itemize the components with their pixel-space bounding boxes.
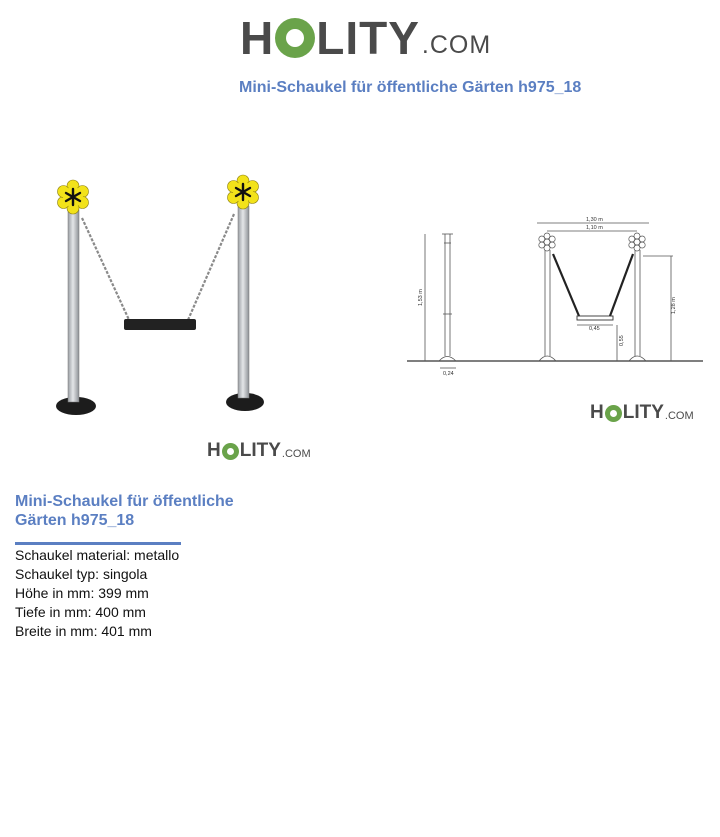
logo-text-lity: LITY (239, 440, 281, 461)
drawing-seat (577, 316, 613, 320)
page-title: Mini-Schaukel für öffentliche Gärten h975_18 (239, 79, 582, 96)
logo-circle-icon (222, 443, 239, 460)
technical-drawing (405, 210, 705, 380)
dim-width-outer: 1,30 m (586, 217, 603, 223)
front-left-base (539, 356, 556, 361)
title-divider (15, 542, 181, 545)
logo-text-lity: LITY (316, 12, 420, 64)
product-photo (50, 170, 280, 420)
dim-width-inner: 1,10 m (586, 225, 603, 231)
logo-text-h: H (207, 440, 221, 461)
drawing-left-flower (539, 233, 555, 251)
logo-text-com: .COM (421, 30, 492, 59)
swing-seat (124, 319, 196, 330)
dim-side-height: 1,28 m (671, 297, 677, 314)
right-pole (238, 206, 249, 398)
left-pole (68, 210, 79, 402)
dim-seat-height: 0,55 (619, 335, 625, 346)
spec-list (15, 546, 179, 641)
spec-material: Schaukel material: metallo (15, 547, 180, 563)
dim-base-depth: 0,24 (443, 371, 454, 377)
right-chain (188, 214, 234, 320)
drawing-right-chain (610, 254, 633, 316)
spec-height: Höhe in mm: 399 mm (15, 585, 149, 601)
logo-text-com: .COM (664, 410, 694, 422)
logo-text-h: H (590, 402, 604, 423)
right-flower (228, 175, 259, 209)
front-right-base (629, 356, 646, 361)
spec-depth: Tiefe in mm: 400 mm (15, 604, 146, 620)
left-flower (58, 180, 89, 214)
logo-text-com: .COM (281, 448, 311, 460)
dim-height-total: 1,53 m (418, 289, 424, 306)
logo-text-h: H (240, 12, 275, 64)
logo-text-lity: LITY (622, 402, 664, 423)
left-chain (82, 218, 130, 322)
logo-circle-icon (275, 18, 315, 58)
photo-watermark-logo (207, 440, 311, 462)
spec-width: Breite in mm: 401 mm (15, 623, 152, 639)
logo-circle-icon (605, 405, 622, 422)
drawing-left-chain (553, 254, 579, 316)
dim-seat-width: 0,45 (589, 326, 600, 332)
spec-type: Schaukel typ: singola (15, 566, 148, 582)
drawing-watermark-logo (590, 402, 694, 424)
drawing-right-flower (629, 233, 645, 251)
brand-logo[interactable] (240, 14, 491, 62)
side-view-base (439, 357, 456, 362)
product-title: Mini-Schaukel für öffentliche Gärten h975_18 (15, 493, 234, 529)
